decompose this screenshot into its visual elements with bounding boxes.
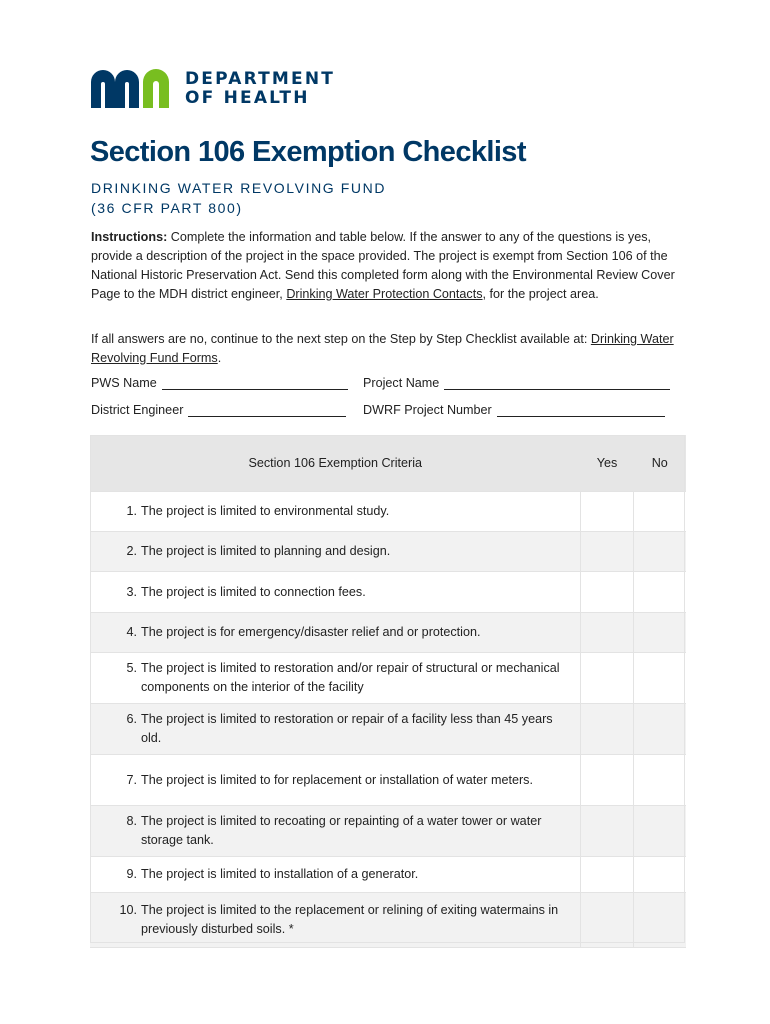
criteria-number: 1. bbox=[126, 504, 137, 518]
table-row bbox=[90, 857, 686, 893]
criteria-number: 10. bbox=[119, 903, 137, 917]
criteria-number: 4. bbox=[126, 625, 137, 639]
page-title: Section 106 Exemption Checklist bbox=[90, 136, 526, 168]
criteria-cell bbox=[90, 653, 581, 704]
page-subtitle bbox=[91, 178, 386, 218]
yes-answer-cell[interactable] bbox=[581, 893, 634, 948]
criteria-number: 3. bbox=[126, 584, 137, 599]
district-engineer-label: District Engineer bbox=[91, 403, 184, 417]
mn-logo-icon bbox=[91, 68, 175, 110]
logo-wordmark bbox=[185, 70, 335, 108]
criteria-number: 7. bbox=[126, 772, 137, 787]
table-row bbox=[90, 755, 686, 806]
yes-answer-cell[interactable] bbox=[581, 572, 634, 613]
next-step-end: . bbox=[217, 351, 222, 365]
criteria-cell bbox=[90, 806, 581, 857]
dwrf-project-number-label: DWRF Project Number bbox=[363, 403, 492, 417]
no-answer-cell[interactable] bbox=[634, 653, 687, 704]
yes-answer-cell[interactable] bbox=[581, 653, 634, 704]
pws-name-input-line[interactable] bbox=[162, 377, 348, 390]
yes-answer-cell[interactable] bbox=[581, 532, 634, 572]
table-row bbox=[90, 653, 686, 704]
no-answer-cell[interactable] bbox=[634, 755, 687, 806]
no-answer-cell[interactable] bbox=[634, 704, 687, 755]
mdh-logo bbox=[91, 68, 335, 110]
table-row bbox=[90, 806, 686, 857]
criteria-text: The project is limited to recoating or repainting of a water tower or water storage tank. bbox=[141, 814, 542, 847]
dwrf-project-number-input-line[interactable] bbox=[497, 404, 665, 417]
yes-answer-cell[interactable] bbox=[581, 704, 634, 755]
instructions-text: Complete the information and table below. If the answer to any of the questions is yes, provide a description of the project in the space provided. The project is exempt from Section 106 of the National Historic Preservation Act. Send this completed form along with the Environmental Review Cover Page to the MDH district engineer, bbox=[91, 230, 675, 301]
logo-line-1: DEPARTMENT bbox=[185, 69, 336, 89]
criteria-text: The project is limited to installation of a generator. bbox=[141, 867, 419, 881]
no-column-header: No bbox=[634, 435, 687, 492]
criteria-number: 9. bbox=[126, 867, 137, 881]
criteria-cell bbox=[90, 492, 581, 532]
criteria-cell bbox=[90, 532, 581, 572]
criteria-text: The project is limited to for replacement or installation of water meters. bbox=[141, 772, 533, 787]
yes-answer-cell[interactable] bbox=[581, 492, 634, 532]
no-answer-cell[interactable] bbox=[634, 492, 687, 532]
criteria-text: The project is limited to restoration and/or repair of structural or mechanical components on the interior of the facility bbox=[141, 661, 560, 694]
logo-line-2: OF HEALTH bbox=[185, 88, 310, 108]
district-engineer-input-line[interactable] bbox=[188, 404, 346, 417]
criteria-text: The project is limited to restoration or repair of a facility less than 45 years old. bbox=[141, 712, 553, 745]
district-engineer-field[interactable] bbox=[91, 403, 346, 417]
table-row bbox=[90, 704, 686, 755]
table-row bbox=[90, 492, 686, 532]
criteria-number: 5. bbox=[126, 661, 137, 675]
table-header-row bbox=[90, 435, 686, 492]
criteria-text: The project is limited to the replacement or relining of exiting watermains in previously disturbed soils. * bbox=[141, 903, 559, 936]
criteria-number: 2. bbox=[126, 544, 137, 558]
instructions-text-end: , for the project area. bbox=[482, 287, 599, 301]
dwrf-forms-link[interactable]: Drinking Water Revolving Fund Forms bbox=[91, 332, 674, 365]
table-row bbox=[90, 572, 686, 613]
subtitle-line-1: DRINKING WATER REVOLVING FUND bbox=[91, 180, 387, 196]
table-row bbox=[90, 613, 686, 653]
instructions-paragraph bbox=[91, 228, 691, 304]
drinking-water-protection-contacts-link[interactable]: Drinking Water Protection Contacts bbox=[286, 287, 483, 301]
criteria-number: 6. bbox=[126, 712, 137, 726]
next-step-text: If all answers are no, continue to the next step on the Step by Step Checklist available at: bbox=[91, 332, 591, 346]
no-answer-cell[interactable] bbox=[634, 857, 687, 893]
no-answer-cell[interactable] bbox=[634, 532, 687, 572]
criteria-text: The project is limited to connection fees. bbox=[141, 584, 366, 599]
criteria-text: The project is limited to planning and design. bbox=[141, 544, 391, 558]
yes-answer-cell[interactable] bbox=[581, 857, 634, 893]
yes-answer-cell[interactable] bbox=[581, 806, 634, 857]
criteria-cell bbox=[90, 613, 581, 653]
project-name-field[interactable] bbox=[363, 376, 670, 390]
yes-answer-cell[interactable] bbox=[581, 755, 634, 806]
criteria-column-header: Section 106 Exemption Criteria bbox=[90, 435, 581, 492]
criteria-cell bbox=[90, 755, 581, 806]
criteria-cell bbox=[90, 857, 581, 893]
table-row bbox=[90, 893, 686, 948]
pws-name-field[interactable] bbox=[91, 376, 348, 390]
criteria-cell bbox=[90, 704, 581, 755]
table-row bbox=[90, 532, 686, 572]
criteria-text: The project is limited to environmental study. bbox=[141, 504, 390, 518]
no-answer-cell[interactable] bbox=[634, 893, 687, 948]
no-answer-cell[interactable] bbox=[634, 806, 687, 857]
criteria-cell bbox=[90, 572, 581, 613]
dwrf-project-number-field[interactable] bbox=[363, 403, 665, 417]
no-answer-cell[interactable] bbox=[634, 572, 687, 613]
yes-column-header: Yes bbox=[581, 435, 634, 492]
project-name-label: Project Name bbox=[363, 376, 440, 390]
yes-answer-cell[interactable] bbox=[581, 613, 634, 653]
criteria-text: The project is for emergency/disaster relief and or protection. bbox=[141, 625, 481, 639]
pws-name-label: PWS Name bbox=[91, 376, 157, 390]
no-answer-cell[interactable] bbox=[634, 613, 687, 653]
next-step-paragraph bbox=[91, 330, 691, 368]
project-name-input-line[interactable] bbox=[444, 377, 670, 390]
instructions-label: Instructions: bbox=[91, 230, 168, 244]
criteria-cell bbox=[90, 893, 581, 948]
subtitle-line-2: (36 CFR PART 800) bbox=[91, 200, 243, 216]
criteria-number: 8. bbox=[126, 814, 137, 828]
exemption-criteria-table bbox=[90, 435, 686, 948]
